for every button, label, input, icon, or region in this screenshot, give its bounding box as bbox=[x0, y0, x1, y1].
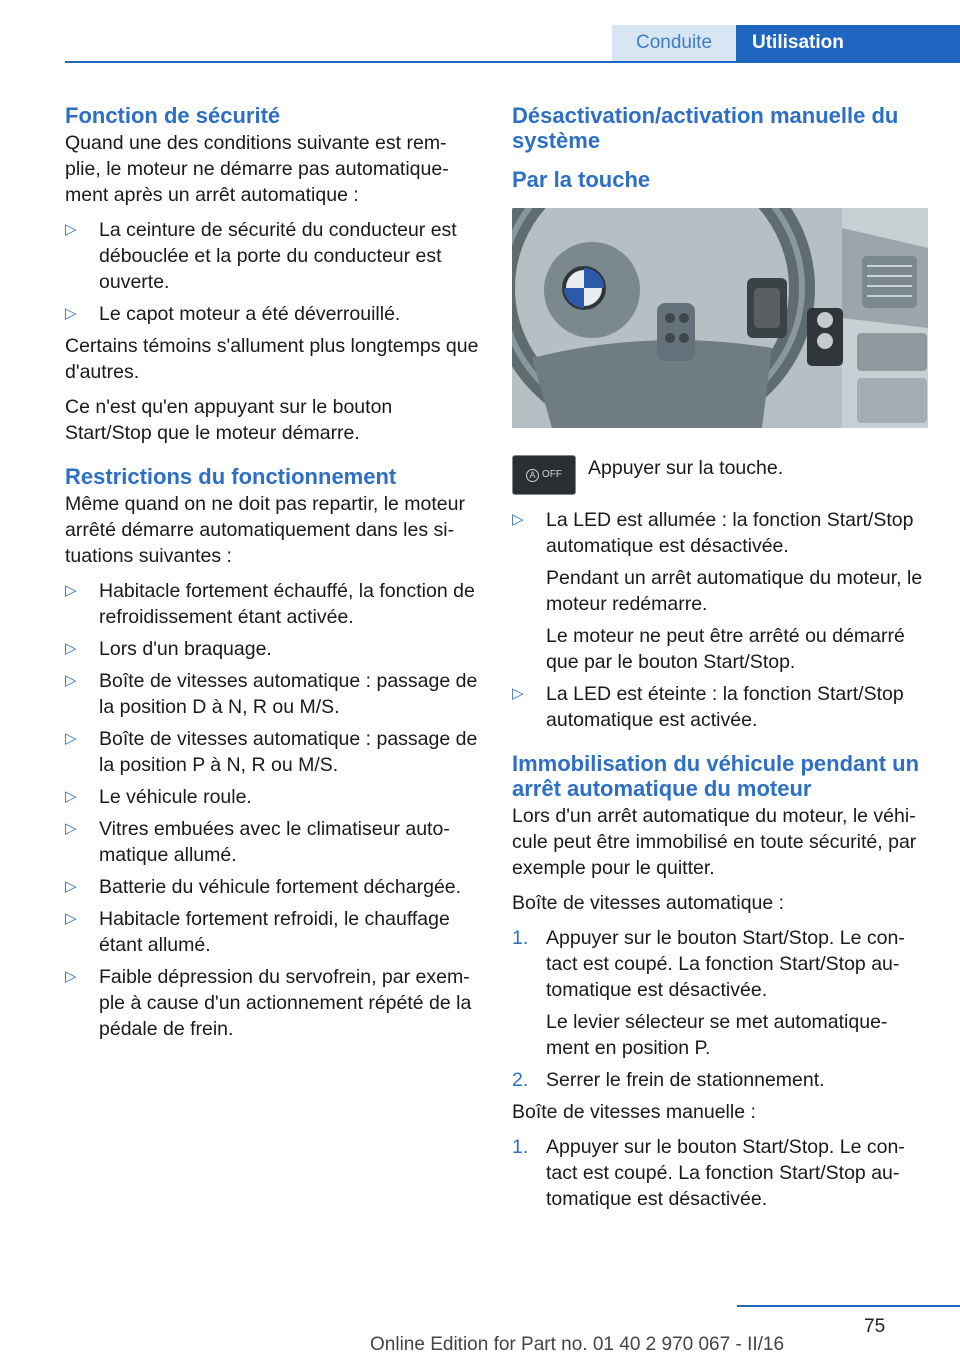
heading-fonction-securite: Fonction de sécurité bbox=[65, 103, 281, 128]
paragraph: Même quand on ne doit pas repartir, le moteur arrêté démarre automatiquement dans les si-tuations suivantes : bbox=[65, 493, 465, 567]
list-item: ▷ La LED est allumée : la fonction Start/Stop automatique est désactivée. Pendant un arrêt automatique du moteur, le moteur redémarre. Le moteur ne peut être arrêté ou démarré que par le bouton Start/Stop. bbox=[512, 509, 923, 673]
bullet-list-led bbox=[512, 507, 928, 733]
start-stop-off-button[interactable]: A OFF bbox=[512, 455, 576, 495]
triangle-bullet-icon: ▷ bbox=[512, 511, 524, 528]
numbered-list-auto bbox=[512, 925, 928, 1093]
key-instruction bbox=[512, 455, 928, 495]
dashboard-photo bbox=[512, 208, 928, 428]
heading-desactivation: Désactivation/activation manuelle du système bbox=[512, 103, 899, 153]
list-item: ▷ La LED est éteinte : la fonction Start/Stop automatique est activée. bbox=[512, 683, 904, 731]
page-number: 75 bbox=[864, 1316, 886, 1337]
paragraph: Certains témoins s'allument plus longtemps que d'autres. bbox=[65, 335, 479, 383]
list-item: ▷ Habitacle fortement refroidi, le chauffage étant allumé. bbox=[65, 908, 450, 956]
triangle-bullet-icon: ▷ bbox=[65, 788, 77, 805]
list-item: ▷ Le capot moteur a été déverrouillé. bbox=[65, 303, 401, 325]
list-item: 2. Serrer le frein de stationnement. bbox=[512, 1069, 825, 1091]
list-item: ▷ Batterie du véhicule fortement déchargée. bbox=[65, 876, 462, 898]
tab-conduite[interactable]: Conduite bbox=[612, 25, 736, 61]
triangle-bullet-icon: ▷ bbox=[512, 685, 524, 702]
bullet-list-securite bbox=[65, 217, 481, 327]
edition-footer: Online Edition for Part no. 01 40 2 970 067 - II/16 bbox=[370, 1334, 785, 1355]
triangle-bullet-icon: ▷ bbox=[65, 305, 77, 322]
triangle-bullet-icon: ▷ bbox=[65, 582, 77, 599]
triangle-bullet-icon: ▷ bbox=[65, 878, 77, 895]
list-item: ▷ Vitres embuées avec le climatiseur auto-matique allumé. bbox=[65, 818, 450, 866]
paragraph: Boîte de vitesses automatique : bbox=[512, 892, 785, 914]
numbered-list-manuelle bbox=[512, 1134, 928, 1212]
right-column bbox=[512, 103, 928, 1218]
chapter-tabs bbox=[612, 25, 960, 61]
heading-immobilisation: Immobilisation du véhicule pendant un arrêt automatique du moteur bbox=[512, 751, 920, 801]
list-item: ▷ Boîte de vitesses automatique : passage de la position P à N, R ou M/S. bbox=[65, 728, 478, 776]
auto-start-stop-icon: A bbox=[526, 469, 539, 482]
heading-par-la-touche: Par la touche bbox=[512, 167, 651, 192]
paragraph: Quand une des conditions suivante est rem-plie, le moteur ne démarre pas automatique-ment après un arrêt automatique : bbox=[65, 132, 449, 206]
list-item: ▷ Faible dépression du servofrein, par exem-ple à cause d'un actionnement répété de la pédale de frein. bbox=[65, 966, 472, 1040]
triangle-bullet-icon: ▷ bbox=[65, 730, 77, 747]
tab-utilisation[interactable]: Utilisation bbox=[736, 25, 960, 61]
footer-rule bbox=[737, 1305, 960, 1307]
list-item: ▷ Boîte de vitesses automatique : passage de la position D à N, R ou M/S. bbox=[65, 670, 478, 718]
list-item: ▷ Le véhicule roule. bbox=[65, 786, 252, 808]
bullet-list-restrictions bbox=[65, 578, 481, 1042]
triangle-bullet-icon: ▷ bbox=[65, 221, 77, 238]
list-item: ▷ La ceinture de sécurité du conducteur est débouclée et la porte du conducteur est ouverte. bbox=[65, 219, 457, 293]
triangle-bullet-icon: ▷ bbox=[65, 672, 77, 689]
list-item: 1. Appuyer sur le bouton Start/Stop. Le con-tact est coupé. La fonction Start/Stop au-tomatique est désactivée. bbox=[512, 1136, 905, 1210]
left-column bbox=[65, 103, 481, 1048]
paragraph: Appuyer sur la touche. bbox=[588, 457, 784, 479]
heading-restrictions: Restrictions du fonctionnement bbox=[65, 464, 397, 489]
triangle-bullet-icon: ▷ bbox=[65, 640, 77, 657]
paragraph: Ce n'est qu'en appuyant sur le bouton Start/Stop que le moteur démarre. bbox=[65, 396, 393, 444]
triangle-bullet-icon: ▷ bbox=[65, 910, 77, 927]
header-rule bbox=[65, 61, 960, 63]
paragraph: Boîte de vitesses manuelle : bbox=[512, 1101, 756, 1123]
triangle-bullet-icon: ▷ bbox=[65, 968, 77, 985]
list-item: 1. Appuyer sur le bouton Start/Stop. Le con-tact est coupé. La fonction Start/Stop au-tomatique est désactivée. Le levier sélecteur se met automatique-ment en position P. bbox=[512, 927, 905, 1059]
paragraph: Lors d'un arrêt automatique du moteur, le véhi-cule peut être immobilisé en toute sécurité, par exemple pour le quitter. bbox=[512, 805, 917, 879]
triangle-bullet-icon: ▷ bbox=[65, 820, 77, 837]
list-item: ▷ Lors d'un braquage. bbox=[65, 638, 272, 660]
list-item: ▷ Habitacle fortement échauffé, la fonction de refroidissement étant activée. bbox=[65, 580, 475, 628]
